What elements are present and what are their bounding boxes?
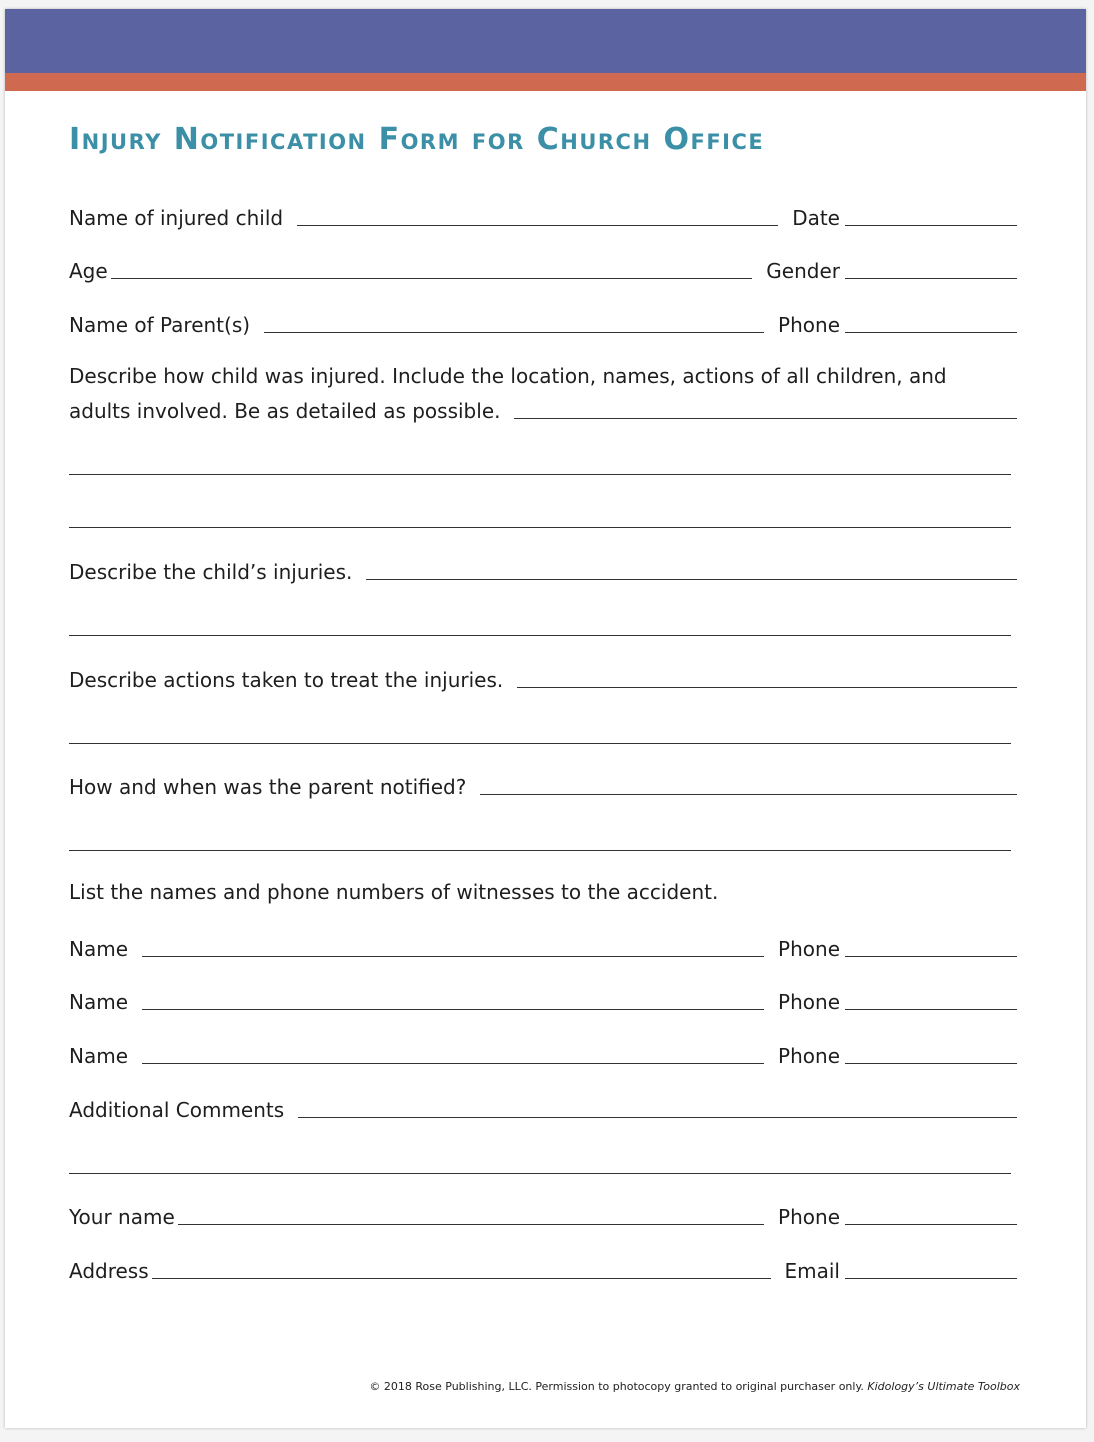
parent-phone-label: Phone (778, 313, 840, 337)
witness-name-label: Name (69, 1044, 129, 1068)
your-name-label: Your name (69, 1205, 175, 1229)
parent-phone-field[interactable] (845, 332, 1017, 333)
age-row (69, 253, 1017, 283)
child-name-row (69, 200, 1017, 230)
injuries-field[interactable] (366, 579, 1017, 580)
child-name-label: Name of injured child (69, 206, 284, 230)
actions-row (69, 662, 1017, 692)
injuries-row (69, 554, 1017, 584)
parent-row (69, 307, 1017, 337)
form-page (5, 9, 1086, 1428)
footer-copyright (369, 1380, 1020, 1393)
date-field[interactable] (845, 225, 1017, 226)
witness-name-field[interactable] (142, 956, 764, 957)
describe-how-row (69, 393, 1017, 423)
witness-row (69, 1038, 1017, 1068)
actions-field[interactable] (517, 687, 1017, 688)
your-name-row (69, 1199, 1017, 1229)
child-name-field[interactable] (297, 225, 778, 226)
describe-how-label-line2: adults involved. Be as detailed as possible. (69, 399, 501, 423)
parent-name-label: Name of Parent(s) (69, 313, 251, 337)
gender-label: Gender (766, 259, 840, 283)
injuries-blank[interactable] (69, 635, 1011, 636)
date-label: Date (792, 206, 840, 230)
actions-label: Describe actions taken to treat the injuries. (69, 668, 504, 692)
witness-phone-label: Phone (778, 937, 840, 961)
parent-notified-label: How and when was the parent notified? (69, 775, 467, 799)
witness-row (69, 931, 1017, 961)
age-label: Age (69, 259, 108, 283)
comments-row (69, 1092, 1017, 1122)
address-label: Address (69, 1259, 149, 1283)
parent-notified-field[interactable] (480, 794, 1017, 795)
comments-label: Additional Comments (69, 1098, 285, 1122)
your-phone-label: Phone (778, 1205, 840, 1229)
describe-how-label-line1: Describe how child was injured. Include the location, names, actions of all children, and (69, 364, 947, 388)
witnesses-heading: List the names and phone numbers of witnesses to the accident. (69, 880, 719, 904)
address-row (69, 1253, 1017, 1283)
your-phone-field[interactable] (845, 1224, 1017, 1225)
describe-how-blank-1[interactable] (69, 474, 1011, 475)
actions-blank[interactable] (69, 743, 1011, 744)
gender-field[interactable] (845, 278, 1017, 279)
email-label: Email (784, 1259, 840, 1283)
witness-name-field[interactable] (142, 1009, 764, 1010)
your-name-field[interactable] (178, 1224, 764, 1225)
witness-row (69, 984, 1017, 1014)
describe-how-field[interactable] (514, 418, 1017, 419)
witness-name-label: Name (69, 990, 129, 1014)
comments-blank[interactable] (69, 1173, 1011, 1174)
address-field[interactable] (152, 1278, 771, 1279)
witness-phone-field[interactable] (845, 956, 1017, 957)
form-title: Injury Notification Form for Church Office (69, 122, 765, 157)
parent-name-field[interactable] (264, 332, 764, 333)
witness-name-field[interactable] (142, 1063, 764, 1064)
parent-notified-blank[interactable] (69, 850, 1011, 851)
age-field[interactable] (111, 278, 753, 279)
witness-phone-field[interactable] (845, 1063, 1017, 1064)
witness-name-label: Name (69, 937, 129, 961)
witness-phone-label: Phone (778, 990, 840, 1014)
parent-notified-row (69, 769, 1017, 799)
accent-band (5, 73, 1086, 91)
comments-field[interactable] (298, 1117, 1017, 1118)
book-title: Kidology’s Ultimate Toolbox (867, 1380, 1020, 1393)
witness-phone-field[interactable] (845, 1009, 1017, 1010)
copyright-text: © 2018 Rose Publishing, LLC. Permission to photocopy granted to original purchaser only. (369, 1380, 864, 1393)
email-field[interactable] (845, 1278, 1017, 1279)
describe-how-blank-2[interactable] (69, 527, 1011, 528)
injuries-label: Describe the child’s injuries. (69, 560, 353, 584)
header-band (5, 9, 1086, 73)
witness-phone-label: Phone (778, 1044, 840, 1068)
